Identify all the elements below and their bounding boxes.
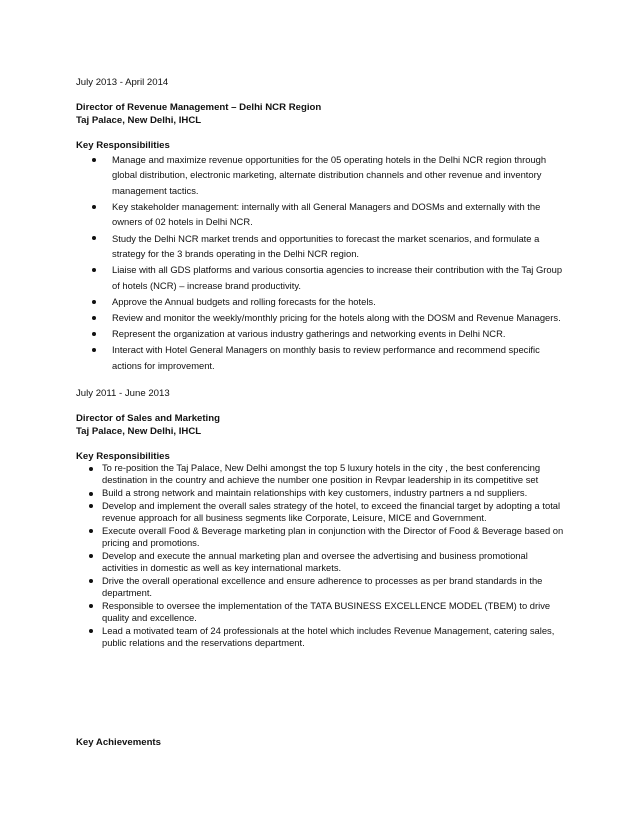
bullet-icon [92, 332, 96, 336]
bullet-icon [92, 205, 96, 209]
list-item [76, 294, 566, 309]
list-item-text: Develop and execute the annual marketing plan and oversee the advertising and business promotional activities in domestic as well as key international markets. [102, 549, 528, 573]
list-item-text: Manage and maximize revenue opportunities for the 05 operating hotels in the Delhi NCR region through global distribution, electronic marketing, alternate distribution channels and other revenue and inventory management tactics. [112, 154, 547, 196]
list-item [76, 199, 566, 230]
section1-responsibilities-heading: Key Responsibilities [76, 140, 170, 151]
list-item-text: Approve the Annual budgets and rolling forecasts for the hotels. [112, 295, 376, 307]
bullet-icon [89, 467, 93, 471]
section2-company: Taj Palace, New Delhi, IHCL [76, 426, 202, 437]
list-item [76, 487, 566, 499]
bullet-icon [92, 158, 96, 162]
list-item-text: Key stakeholder management: internally with all General Managers and DOSMs and externally with the owners of 02 hotels in Delhi NCR. [112, 201, 541, 228]
bullet-icon [92, 236, 96, 240]
bullet-icon [92, 316, 96, 320]
list-item-text: Drive the overall operational excellence and ensure adherence to processes as per brand standards in the department. [102, 574, 543, 598]
list-item [76, 625, 566, 649]
list-item [76, 342, 566, 373]
list-item [76, 152, 566, 198]
list-item [76, 231, 566, 262]
section1-period: July 2013 - April 2014 [76, 77, 169, 88]
bullet-icon [92, 348, 96, 352]
section2-responsibilities-heading: Key Responsibilities [76, 451, 170, 462]
section2-responsibility-list [76, 462, 566, 650]
bullet-icon [89, 504, 93, 508]
bullet-icon [89, 492, 93, 496]
list-item [76, 575, 566, 599]
list-item [76, 262, 566, 293]
list-item-text: Execute overall Food & Beverage marketing plan in conjunction with the Director of Food & Beverage based on pricing and promotions. [102, 524, 564, 548]
bullet-icon [89, 604, 93, 608]
list-item [76, 525, 566, 549]
list-item-text: Responsible to oversee the implementation of the TATA BUSINESS EXCELLENCE MODEL (TBEM) to drive quality and excellence. [102, 599, 551, 623]
bullet-icon [92, 300, 96, 304]
list-item-text: Lead a motivated team of 24 professionals at the hotel which includes Revenue Management, catering sales, public relations and the reservations department. [102, 624, 555, 648]
bullet-icon [89, 529, 93, 533]
section1-company: Taj Palace, New Delhi, IHCL [76, 115, 202, 126]
section2-job-title: Director of Sales and Marketing [76, 413, 220, 424]
bullet-icon [92, 268, 96, 272]
list-item-text: Study the Delhi NCR market trends and opportunities to forecast the market scenarios, and formulate a strategy for the 3 brands operating in the Delhi NCR region. [112, 232, 540, 260]
list-item [76, 500, 566, 524]
list-item-text: To re-position the Taj Palace, New Delhi amongst the top 5 luxury hotels in the city , the best conferencing destination in the country and achieve the number one position in Revpar leadership in its competitive set [102, 462, 541, 486]
list-item-text: Review and monitor the weekly/monthly pricing for the hotels along with the DOSM and Revenue Managers. [112, 312, 561, 324]
key-achievements-heading: Key Achievements [76, 737, 161, 748]
list-item [76, 462, 566, 486]
list-item [76, 550, 566, 574]
list-item-text: Build a strong network and maintain relationships with key customers, industry partners a nd suppliers. [102, 487, 528, 498]
list-item [76, 326, 566, 341]
section2-period: July 2011 - June 2013 [76, 388, 170, 399]
list-item [76, 600, 566, 624]
bullet-icon [89, 629, 93, 633]
list-item-text: Liaise with all GDS platforms and various consortia agencies to increase their contribution with the Taj Group of hotels (NCR) – increase brand productivity. [112, 264, 563, 291]
section1-responsibility-list [76, 152, 566, 374]
bullet-icon [89, 554, 93, 558]
section1-job-title: Director of Revenue Management – Delhi NCR Region [76, 102, 322, 113]
list-item-text: Develop and implement the overall sales strategy of the hotel, to exceed the financial target by adopting a total revenue approach for all business segments like Corporate, Leisure, MICE and Government. [102, 499, 561, 523]
bullet-icon [89, 579, 93, 583]
list-item-text: Represent the organization at various industry gatherings and networking events in Delhi NCR. [112, 328, 506, 340]
list-item-text: Interact with Hotel General Managers on monthly basis to review performance and recommend specific actions for improvement. [112, 344, 540, 371]
list-item [76, 310, 566, 325]
